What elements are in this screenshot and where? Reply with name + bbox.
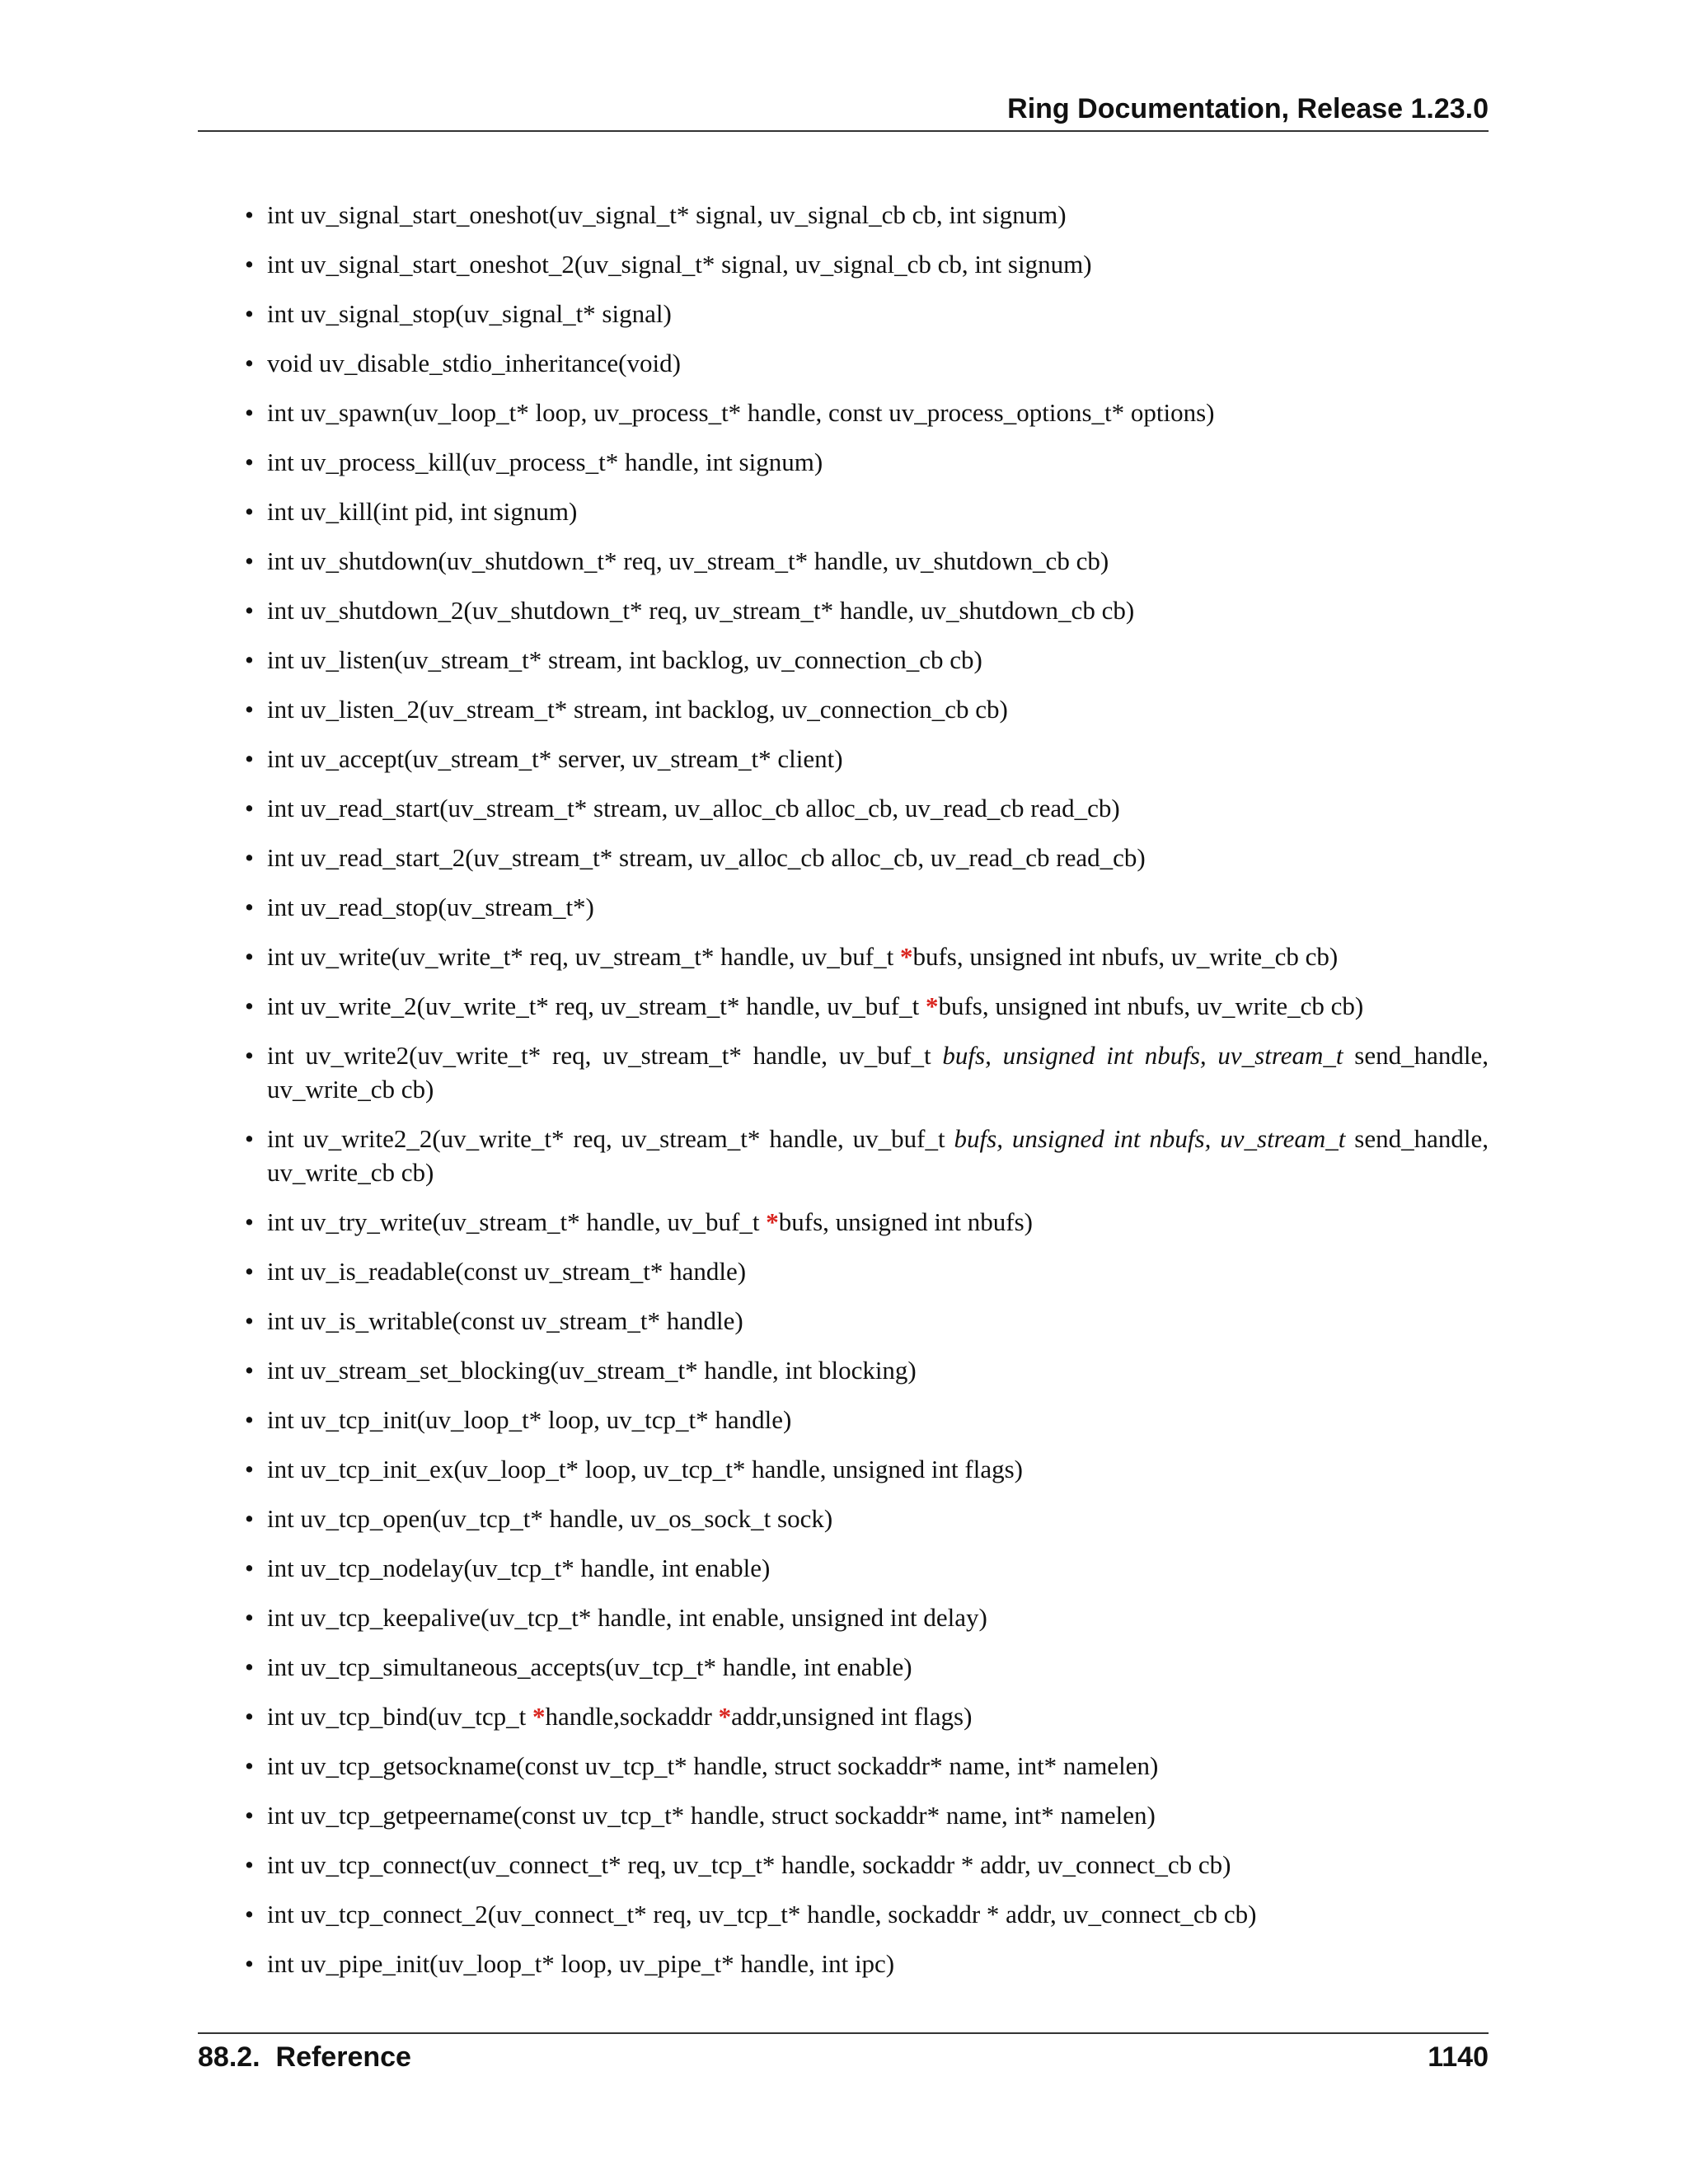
signature-text: int uv_tcp_connect_2(uv_connect_t* req, uv_tcp_t* handle, sockaddr * addr, uv_connect_cb cb) bbox=[267, 1900, 1257, 1929]
signature-text: int uv_kill(int pid, int signum) bbox=[267, 497, 578, 526]
signature-text: int uv_process_kill(uv_process_t* handle, int signum) bbox=[267, 448, 823, 476]
pointer-asterisk: * bbox=[899, 942, 913, 971]
header-title: Ring Documentation, Release 1.23.0 bbox=[1007, 93, 1489, 124]
bullet-icon: • bbox=[245, 1455, 254, 1483]
bullet-icon: • bbox=[245, 1900, 254, 1929]
signature-text: int uv_tcp_keepalive(uv_tcp_t* handle, int enable, unsigned int delay) bbox=[267, 1603, 987, 1632]
bullet-icon: • bbox=[245, 1554, 254, 1582]
bullet-icon: • bbox=[245, 546, 254, 575]
signature-text: int uv_is_readable(const uv_stream_t* handle) bbox=[267, 1257, 747, 1286]
signature-text: void uv_disable_stdio_inheritance(void) bbox=[267, 349, 681, 377]
bullet-icon: • bbox=[245, 299, 254, 328]
bullet-icon: • bbox=[245, 200, 254, 229]
bullet-icon: • bbox=[245, 1603, 254, 1632]
signature-text: int uv_accept(uv_stream_t* server, uv_stream_t* client) bbox=[267, 744, 843, 773]
list-item bbox=[198, 494, 1489, 528]
list-item bbox=[198, 1205, 1489, 1239]
list-item bbox=[198, 1304, 1489, 1338]
bullet-icon: • bbox=[245, 250, 254, 279]
bullet-icon: • bbox=[245, 1356, 254, 1385]
bullet-icon: • bbox=[245, 991, 254, 1020]
list-item bbox=[198, 1699, 1489, 1733]
list-item bbox=[198, 1749, 1489, 1783]
list-item bbox=[198, 1502, 1489, 1535]
list-item bbox=[198, 692, 1489, 726]
list-item bbox=[198, 1601, 1489, 1634]
signature-text: send_handle, uv_write_cb cb) bbox=[267, 1124, 1489, 1187]
bullet-icon: • bbox=[245, 448, 254, 476]
list-item bbox=[198, 1848, 1489, 1882]
signature-text: addr,unsigned int flags) bbox=[731, 1702, 973, 1731]
bullet-icon: • bbox=[245, 596, 254, 625]
list-item bbox=[198, 396, 1489, 429]
signature-text: int uv_tcp_getsockname(const uv_tcp_t* handle, struct sockaddr* name, int* namelen) bbox=[267, 1751, 1159, 1780]
pointer-asterisk: * bbox=[766, 1207, 779, 1236]
bullet-icon: • bbox=[245, 1504, 254, 1533]
list-item bbox=[198, 1650, 1489, 1684]
list-item bbox=[198, 1403, 1489, 1436]
bullet-icon: • bbox=[245, 398, 254, 427]
list-item bbox=[198, 890, 1489, 924]
list-item bbox=[198, 247, 1489, 281]
signature-text: int uv_tcp_init(uv_loop_t* loop, uv_tcp_t* handle) bbox=[267, 1405, 792, 1434]
signature-text: int uv_signal_stop(uv_signal_t* signal) bbox=[267, 299, 672, 328]
bullet-icon: • bbox=[245, 893, 254, 921]
bullet-icon: • bbox=[245, 1801, 254, 1830]
signature-text: int uv_tcp_nodelay(uv_tcp_t* handle, int enable) bbox=[267, 1554, 771, 1582]
signature-text: int uv_stream_set_blocking(uv_stream_t* handle, int blocking) bbox=[267, 1356, 917, 1385]
bullet-icon: • bbox=[245, 497, 254, 526]
page-header bbox=[198, 92, 1489, 132]
pointer-asterisk: * bbox=[718, 1702, 732, 1731]
bullet-icon: • bbox=[245, 695, 254, 724]
bullet-icon: • bbox=[245, 1405, 254, 1434]
bullet-icon: • bbox=[245, 843, 254, 872]
list-item bbox=[198, 1897, 1489, 1931]
signature-text: int uv_read_stop(uv_stream_t*) bbox=[267, 893, 594, 921]
signature-text: int uv_spawn(uv_loop_t* loop, uv_process_t* handle, const uv_process_options_t* options) bbox=[267, 398, 1215, 427]
list-item bbox=[198, 198, 1489, 232]
list-item bbox=[198, 297, 1489, 330]
list-item bbox=[198, 1452, 1489, 1486]
italic-text: bufs, unsigned int nbufs, uv_stream_t bbox=[954, 1124, 1346, 1153]
pointer-asterisk: * bbox=[925, 991, 939, 1020]
bullet-icon: • bbox=[245, 645, 254, 674]
bullet-icon: • bbox=[245, 1702, 254, 1731]
signature-text: int uv_write(uv_write_t* req, uv_stream_t* handle, uv_buf_t bbox=[267, 942, 900, 971]
signature-text: int uv_listen(uv_stream_t* stream, int backlog, uv_connection_cb cb) bbox=[267, 645, 982, 674]
list-item bbox=[198, 841, 1489, 874]
bullet-icon: • bbox=[245, 744, 254, 773]
list-item bbox=[198, 1254, 1489, 1288]
footer-page-number: 1140 bbox=[1428, 2041, 1489, 2073]
bullet-icon: • bbox=[245, 349, 254, 377]
italic-text: bufs, unsigned int nbufs, uv_stream_t bbox=[942, 1041, 1343, 1070]
list-item bbox=[198, 346, 1489, 380]
signature-text: int uv_tcp_connect(uv_connect_t* req, uv_tcp_t* handle, sockaddr * addr, uv_connect_cb cb) bbox=[267, 1850, 1231, 1879]
signature-text: int uv_tcp_bind(uv_tcp_t bbox=[267, 1702, 533, 1731]
pointer-asterisk: * bbox=[532, 1702, 546, 1731]
signature-text: int uv_tcp_init_ex(uv_loop_t* loop, uv_tcp_t* handle, unsigned int flags) bbox=[267, 1455, 1023, 1483]
signature-text: int uv_shutdown(uv_shutdown_t* req, uv_stream_t* handle, uv_shutdown_cb cb) bbox=[267, 546, 1109, 575]
signature-text: int uv_listen_2(uv_stream_t* stream, int backlog, uv_connection_cb cb) bbox=[267, 695, 1008, 724]
signature-text: int uv_read_start_2(uv_stream_t* stream, uv_alloc_cb alloc_cb, uv_read_cb read_cb) bbox=[267, 843, 1146, 872]
signature-text: int uv_is_writable(const uv_stream_t* handle) bbox=[267, 1306, 743, 1335]
signature-text: send_handle, uv_write_cb cb) bbox=[267, 1041, 1489, 1104]
bullet-icon: • bbox=[245, 794, 254, 823]
bullet-icon: • bbox=[245, 1207, 254, 1236]
bullet-icon: • bbox=[245, 1257, 254, 1286]
list-item bbox=[198, 1353, 1489, 1387]
signature-text: int uv_tcp_getpeername(const uv_tcp_t* handle, struct sockaddr* name, int* namelen) bbox=[267, 1801, 1156, 1830]
list-item bbox=[198, 445, 1489, 479]
signature-text: int uv_write2_2(uv_write_t* req, uv_stream_t* handle, uv_buf_t bbox=[267, 1124, 954, 1153]
list-item bbox=[198, 1551, 1489, 1585]
signature-text: int uv_write2(uv_write_t* req, uv_stream_t* handle, uv_buf_t bbox=[267, 1041, 943, 1070]
page-footer bbox=[198, 2032, 1489, 2080]
signature-text: int uv_write_2(uv_write_t* req, uv_stream_t* handle, uv_buf_t bbox=[267, 991, 926, 1020]
list-item bbox=[198, 940, 1489, 973]
signature-text: int uv_pipe_init(uv_loop_t* loop, uv_pipe_t* handle, int ipc) bbox=[267, 1949, 895, 1978]
list-item bbox=[198, 643, 1489, 677]
signature-text: int uv_shutdown_2(uv_shutdown_t* req, uv_stream_t* handle, uv_shutdown_cb cb) bbox=[267, 596, 1135, 625]
bullet-icon: • bbox=[245, 1751, 254, 1780]
signature-text: int uv_signal_start_oneshot(uv_signal_t* signal, uv_signal_cb cb, int signum) bbox=[267, 200, 1067, 229]
list-item bbox=[198, 1798, 1489, 1832]
list-item bbox=[198, 544, 1489, 578]
signature-text: int uv_read_start(uv_stream_t* stream, uv_alloc_cb alloc_cb, uv_read_cb read_cb) bbox=[267, 794, 1120, 823]
list-item bbox=[198, 1122, 1489, 1189]
list-item bbox=[198, 742, 1489, 776]
list-item bbox=[198, 593, 1489, 627]
bullet-icon: • bbox=[245, 942, 254, 971]
bullet-icon: • bbox=[245, 1850, 254, 1879]
list-item bbox=[198, 1038, 1489, 1106]
bullet-icon: • bbox=[245, 1124, 254, 1153]
signature-text: bufs, unsigned int nbufs) bbox=[778, 1207, 1034, 1236]
signature-text: int uv_signal_start_oneshot_2(uv_signal_t* signal, uv_signal_cb cb, int signum) bbox=[267, 250, 1092, 279]
signature-text: int uv_tcp_simultaneous_accepts(uv_tcp_t* handle, int enable) bbox=[267, 1652, 912, 1681]
signature-text: handle,sockaddr bbox=[545, 1702, 719, 1731]
list-item bbox=[198, 1947, 1489, 1980]
signature-text: bufs, unsigned int nbufs, uv_write_cb cb) bbox=[912, 942, 1339, 971]
signature-text: bufs, unsigned int nbufs, uv_write_cb cb) bbox=[938, 991, 1364, 1020]
bullet-icon: • bbox=[245, 1652, 254, 1681]
signature-text: int uv_tcp_open(uv_tcp_t* handle, uv_os_sock_t sock) bbox=[267, 1504, 833, 1533]
bullet-icon: • bbox=[245, 1306, 254, 1335]
signature-text: int uv_try_write(uv_stream_t* handle, uv_buf_t bbox=[267, 1207, 767, 1236]
footer-section-title: 88.2. Reference bbox=[198, 2041, 411, 2073]
bullet-icon: • bbox=[245, 1949, 254, 1978]
list-item bbox=[198, 989, 1489, 1023]
function-list bbox=[198, 198, 1489, 1980]
list-item bbox=[198, 791, 1489, 825]
bullet-icon: • bbox=[245, 1041, 254, 1070]
